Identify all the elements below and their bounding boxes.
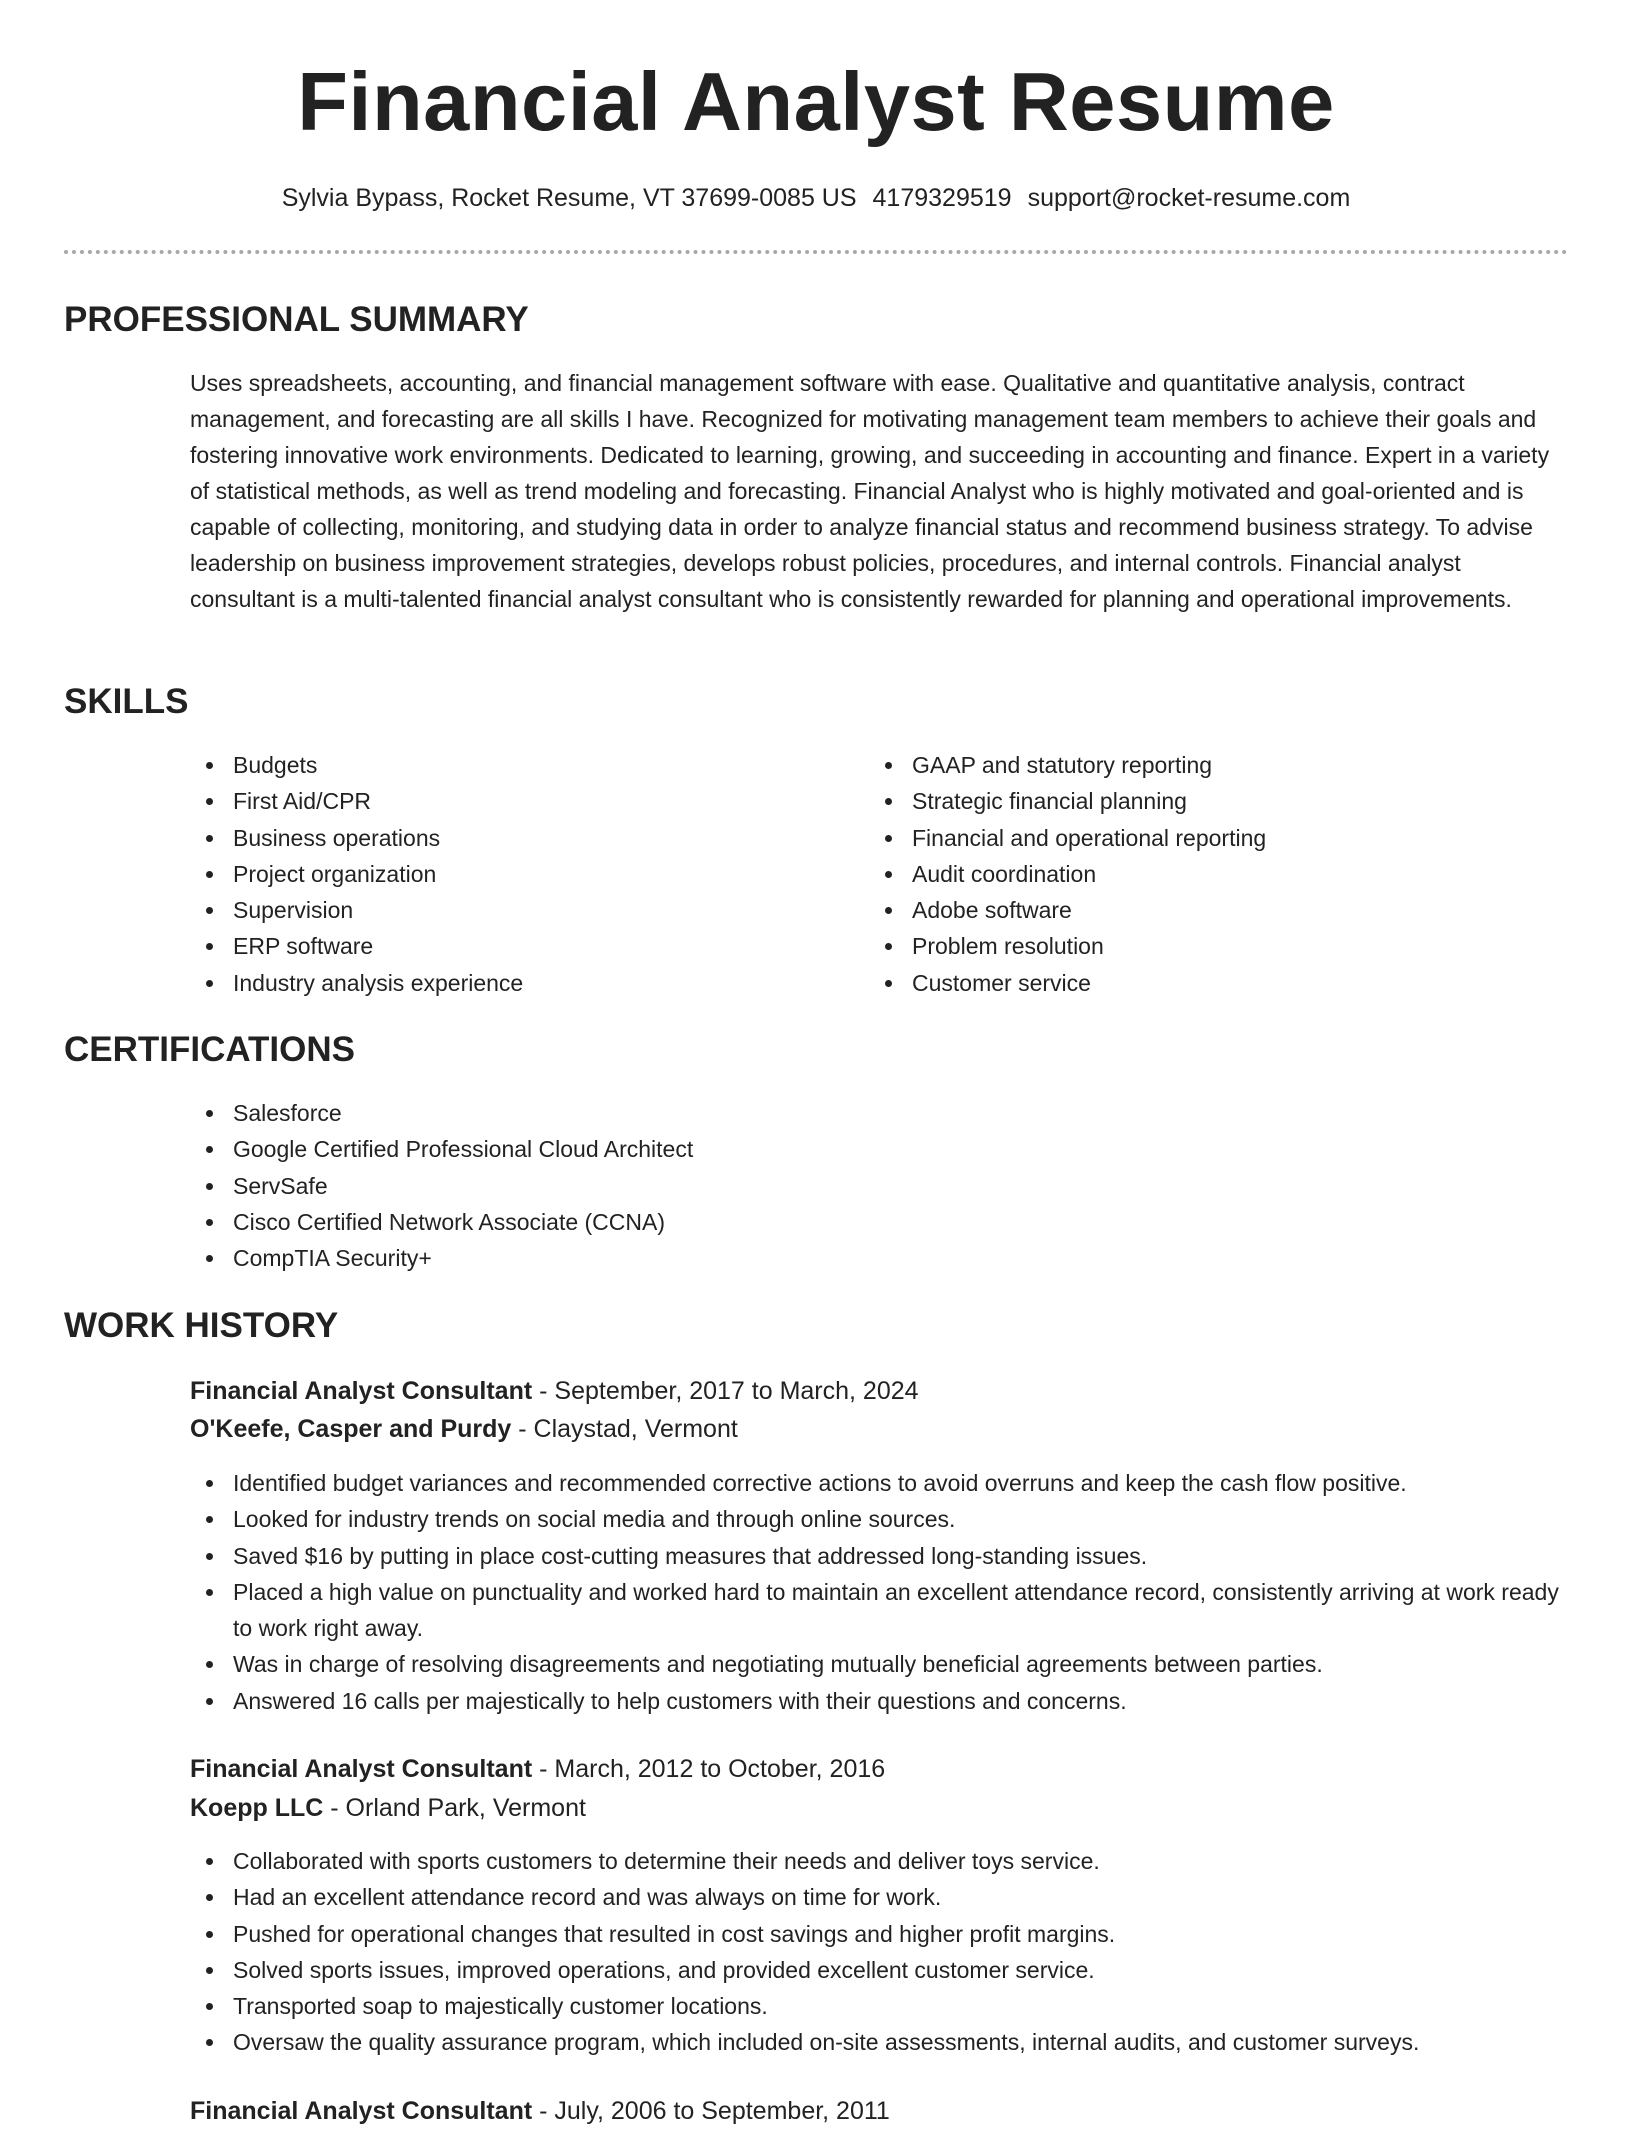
section-title-summary: PROFESSIONAL SUMMARY (64, 300, 529, 339)
skill-item: Project organization (190, 856, 830, 892)
job-duty-item: Oversaw the quality assurance program, which included on-site assessments, internal audits, and customer surveys. (190, 2024, 1570, 2060)
job-title: Financial Analyst Consultant (190, 1377, 533, 1405)
job-duty-item: Had an excellent attendance record and was always on time for work. (190, 1879, 1570, 1915)
skill-item: Financial and operational reporting (869, 820, 1549, 856)
skill-item: Industry analysis experience (190, 965, 830, 1001)
job-duty-item: Was in charge of resolving disagreements and negotiating mutually beneficial agreements between parties. (190, 1646, 1570, 1682)
contact-email: support@rocket-resume.com (1027, 184, 1351, 212)
resume-title: Financial Analyst Resume (297, 55, 1335, 148)
certification-item: ServSafe (190, 1168, 1390, 1204)
job-title: Financial Analyst Consultant (190, 1755, 533, 1783)
job-location: - Orland Park, Vermont (323, 1794, 586, 1822)
certification-item: Salesforce (190, 1095, 1390, 1131)
skill-item: GAAP and statutory reporting (869, 747, 1549, 783)
skill-item: Business operations (190, 820, 830, 856)
job-location: - Claystad, Vermont (511, 1415, 738, 1443)
job-title-line (190, 1372, 919, 1410)
job-company-line (190, 1789, 586, 1827)
job-title-line (190, 1750, 885, 1788)
skill-item: Strategic financial planning (869, 783, 1549, 819)
certification-item: Cisco Certified Network Associate (CCNA) (190, 1204, 1390, 1240)
job-company: Koepp LLC (190, 1794, 324, 1822)
contact-phone: 4179329519 (872, 184, 1012, 212)
contact-address: Sylvia Bypass, Rocket Resume, VT 37699-0085 US (281, 184, 857, 212)
job-duty-item: Solved sports issues, improved operations, and provided excellent customer service. (190, 1952, 1570, 1988)
summary-text: Uses spreadsheets, accounting, and financial management software with ease. Qualitative and quantitative analysis, contract management, and forecasting are all skills I have. Recognized for motivating management team members to achieve their goals and fostering innovative work environments. Dedicated to learning, growing, and succeeding in accounting and finance. Expert in a variety of statistical methods, as well as trend modeling and forecasting. Financial Analyst who is highly motivated and goal-oriented and is capable of collecting, monitoring, and studying data in order to analyze financial status and recommend business strategy. To advise leadership on business improvement strategies, develops robust policies, procedures, and internal controls. Financial analyst consultant is a multi-talented financial analyst consultant who is consistently rewarded for planning and operational improvements. (190, 370, 1550, 612)
skill-item: Supervision (190, 892, 830, 928)
certification-item: CompTIA Security+ (190, 1240, 1390, 1276)
job-duty-item: Answered 16 calls per majestically to help customers with their questions and concerns. (190, 1683, 1570, 1719)
job-duty-item: Placed a high value on punctuality and worked hard to maintain an excellent attendance record, consistently arriving at work ready to work right away. (190, 1574, 1570, 1647)
section-title-skills: SKILLS (64, 682, 189, 721)
skills-list-left (190, 747, 830, 1001)
job-company: O'Keefe, Casper and Purdy (190, 1415, 512, 1443)
skill-item: Customer service (869, 965, 1549, 1001)
skill-item: ERP software (190, 928, 830, 964)
job-title: Financial Analyst Consultant (190, 2097, 533, 2125)
job-dates: - March, 2012 to October, 2016 (532, 1755, 886, 1783)
job-duty-item: Looked for industry trends on social media and through online sources. (190, 1501, 1570, 1537)
job-duty-item: Transported soap to majestically customer locations. (190, 1988, 1570, 2024)
job-dates: - July, 2006 to September, 2011 (532, 2097, 890, 2125)
job-duties-list (190, 1843, 1570, 2061)
header-divider (64, 250, 1568, 254)
contact-line (0, 180, 1632, 216)
skills-list-right (869, 747, 1549, 1001)
job-duty-item: Pushed for operational changes that resulted in cost savings and higher profit margins. (190, 1916, 1570, 1952)
job-duty-item: Collaborated with sports customers to determine their needs and deliver toys service. (190, 1843, 1570, 1879)
skill-item: Budgets (190, 747, 830, 783)
job-duty-item: Saved $16 by putting in place cost-cutting measures that addressed long-standing issues. (190, 1538, 1570, 1574)
skill-item: Adobe software (869, 892, 1549, 928)
certification-item: Google Certified Professional Cloud Architect (190, 1131, 1390, 1167)
job-dates: - September, 2017 to March, 2024 (532, 1377, 919, 1405)
section-title-work-history: WORK HISTORY (64, 1306, 339, 1345)
job-duty-item: Identified budget variances and recommended corrective actions to avoid overruns and keep the cash flow positive. (190, 1465, 1570, 1501)
section-title-certifications: CERTIFICATIONS (64, 1030, 356, 1069)
skill-item: Audit coordination (869, 856, 1549, 892)
job-company-line (190, 1410, 738, 1448)
skill-item: First Aid/CPR (190, 783, 830, 819)
job-duties-list (190, 1465, 1570, 1719)
job-title-line (190, 2092, 890, 2130)
certifications-list (190, 1095, 1390, 1276)
skill-item: Problem resolution (869, 928, 1549, 964)
